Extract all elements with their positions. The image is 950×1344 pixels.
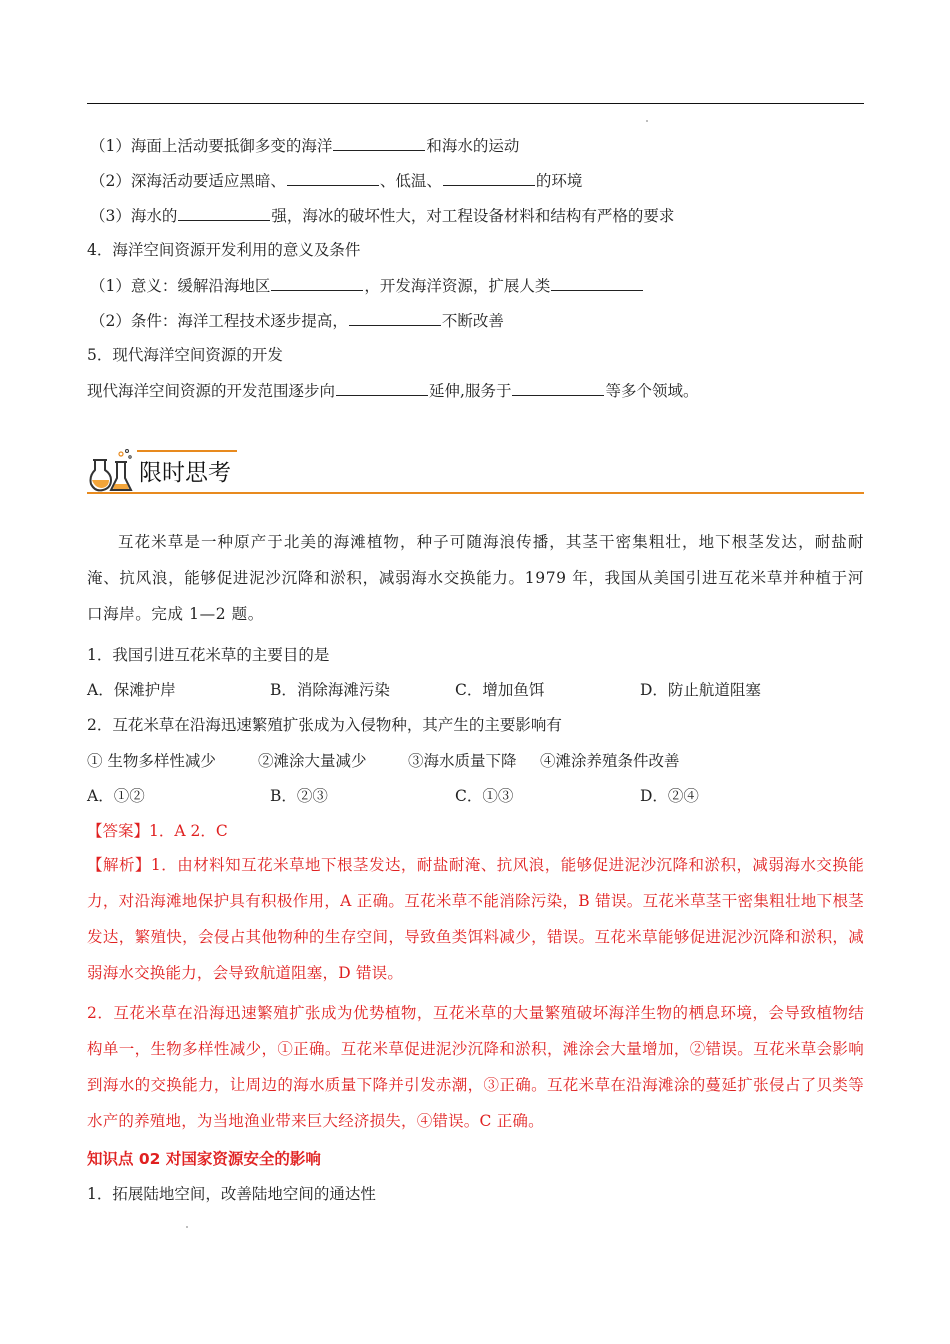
q2-item-2: ②滩涂大量减少 (258, 752, 367, 770)
knowledge-point-heading: 知识点 02 对国家资源安全的影响 (87, 1150, 321, 1168)
q2-item-1: ① 生物多样性减少 (87, 752, 216, 770)
q1-option-a: A．保滩护岸 (87, 681, 176, 699)
analysis-2: 2．互花米草在沿海迅速繁殖扩张成为优势植物，互花米草的大量繁殖破坏海洋生物的栖息环境，会导致植物结构单一，生物多样性减少，①正确。互花米草促进泥沙沉降和淤积，滩涂会大量增加，②错误。互花米草会影响到海水的交换能力，让周边的海水质量下降并引发赤潮，③正确。互花米草在沿海滩涂的蔓延扩张侵占了贝类等水产的养殖地，为当地渔业带来巨大经济损失，④错误。C 正确。 (87, 1004, 864, 1130)
q2-item-4: ④滩涂养殖条件改善 (540, 752, 680, 770)
fill-line-4b: （2）条件：海洋工程技术逐步提高， 不断改善 (90, 312, 504, 330)
fill-line-4a: （1）意义：缓解沿海地区 ，开发海洋资源，扩展人类 (90, 275, 644, 296)
knowledge-point-item-1: 1．拓展陆地空间，改善陆地空间的通达性 (87, 1185, 376, 1203)
question-2-stem: 2．互花米草在沿海迅速繁殖扩张成为入侵物种，其产生的主要影响有 (87, 716, 562, 734)
decor-dot (646, 120, 648, 122)
q2-option-a: A．①② (87, 787, 145, 805)
q2-item-3: ③海水质量下降 (408, 752, 517, 770)
q1-option-c: C．增加鱼饵 (455, 681, 545, 699)
section-header (87, 446, 864, 494)
question-1-stem: 1．我国引进互花米草的主要目的是 (87, 646, 330, 664)
q2-option-d: D．②④ (640, 787, 699, 805)
fill-line-2: （2）深海活动要适应黑暗、 、低温、 的环境 (90, 172, 583, 190)
decor-dot (186, 1226, 188, 1228)
q2-option-c: C．①③ (455, 787, 514, 805)
section-title: 限时思考 (139, 460, 231, 486)
fill-heading-4: 4．海洋空间资源开发利用的意义及条件 (87, 241, 361, 259)
fill-line-5: 现代海洋空间资源的开发范围逐步向 延伸,服务于 等多个领域。 (87, 382, 699, 400)
analysis-1: 【解析】1．由材料知互花米草地下根茎发达，耐盐耐淹、抗风浪，能够促进泥沙沉降和淤积，减弱海水交换能力，对沿海滩地保护具有积极作用，A 正确。互花米草不能消除污染，B 错误。互花米草茎干密集粗壮地下根茎发达，繁殖快，会侵占其他物种的生存空间，导致鱼类饵料减少，错误。互花米草能够促进泥沙沉降和淤积，减弱海水交换能力，会导致航道阻塞，D 错误。 (87, 856, 864, 982)
material-paragraph: 互花米草是一种原产于北美的海滩植物，种子可随海浪传播，其茎干密集粗壮，地下根茎发达，耐盐耐淹、抗风浪，能够促进泥沙沉降和淤积，减弱海水交换能力。1979 年，我国从美国引进互花米草并种植于河口海岸。完成 1—2 题。 (87, 533, 864, 623)
q2-option-b: B．②③ (270, 787, 328, 805)
q1-option-d: D．防止航道阻塞 (640, 681, 761, 699)
header-rule (87, 103, 864, 104)
q1-option-b: B．消除海滩污染 (270, 681, 390, 699)
fill-line-1: （1）海面上活动要抵御多变的海洋 和海水的运动 (90, 137, 520, 155)
title-accent-line (137, 450, 237, 452)
fill-line-3: （3）海水的 强，海冰的破坏性大，对工程设备材料和结构有严格的要求 (90, 207, 675, 225)
section-rule (87, 492, 864, 494)
lab-flask-icon (87, 446, 137, 492)
fill-heading-5: 5．现代海洋空间资源的开发 (87, 346, 283, 364)
answer-line: 【答案】1．A 2．C (87, 822, 228, 840)
